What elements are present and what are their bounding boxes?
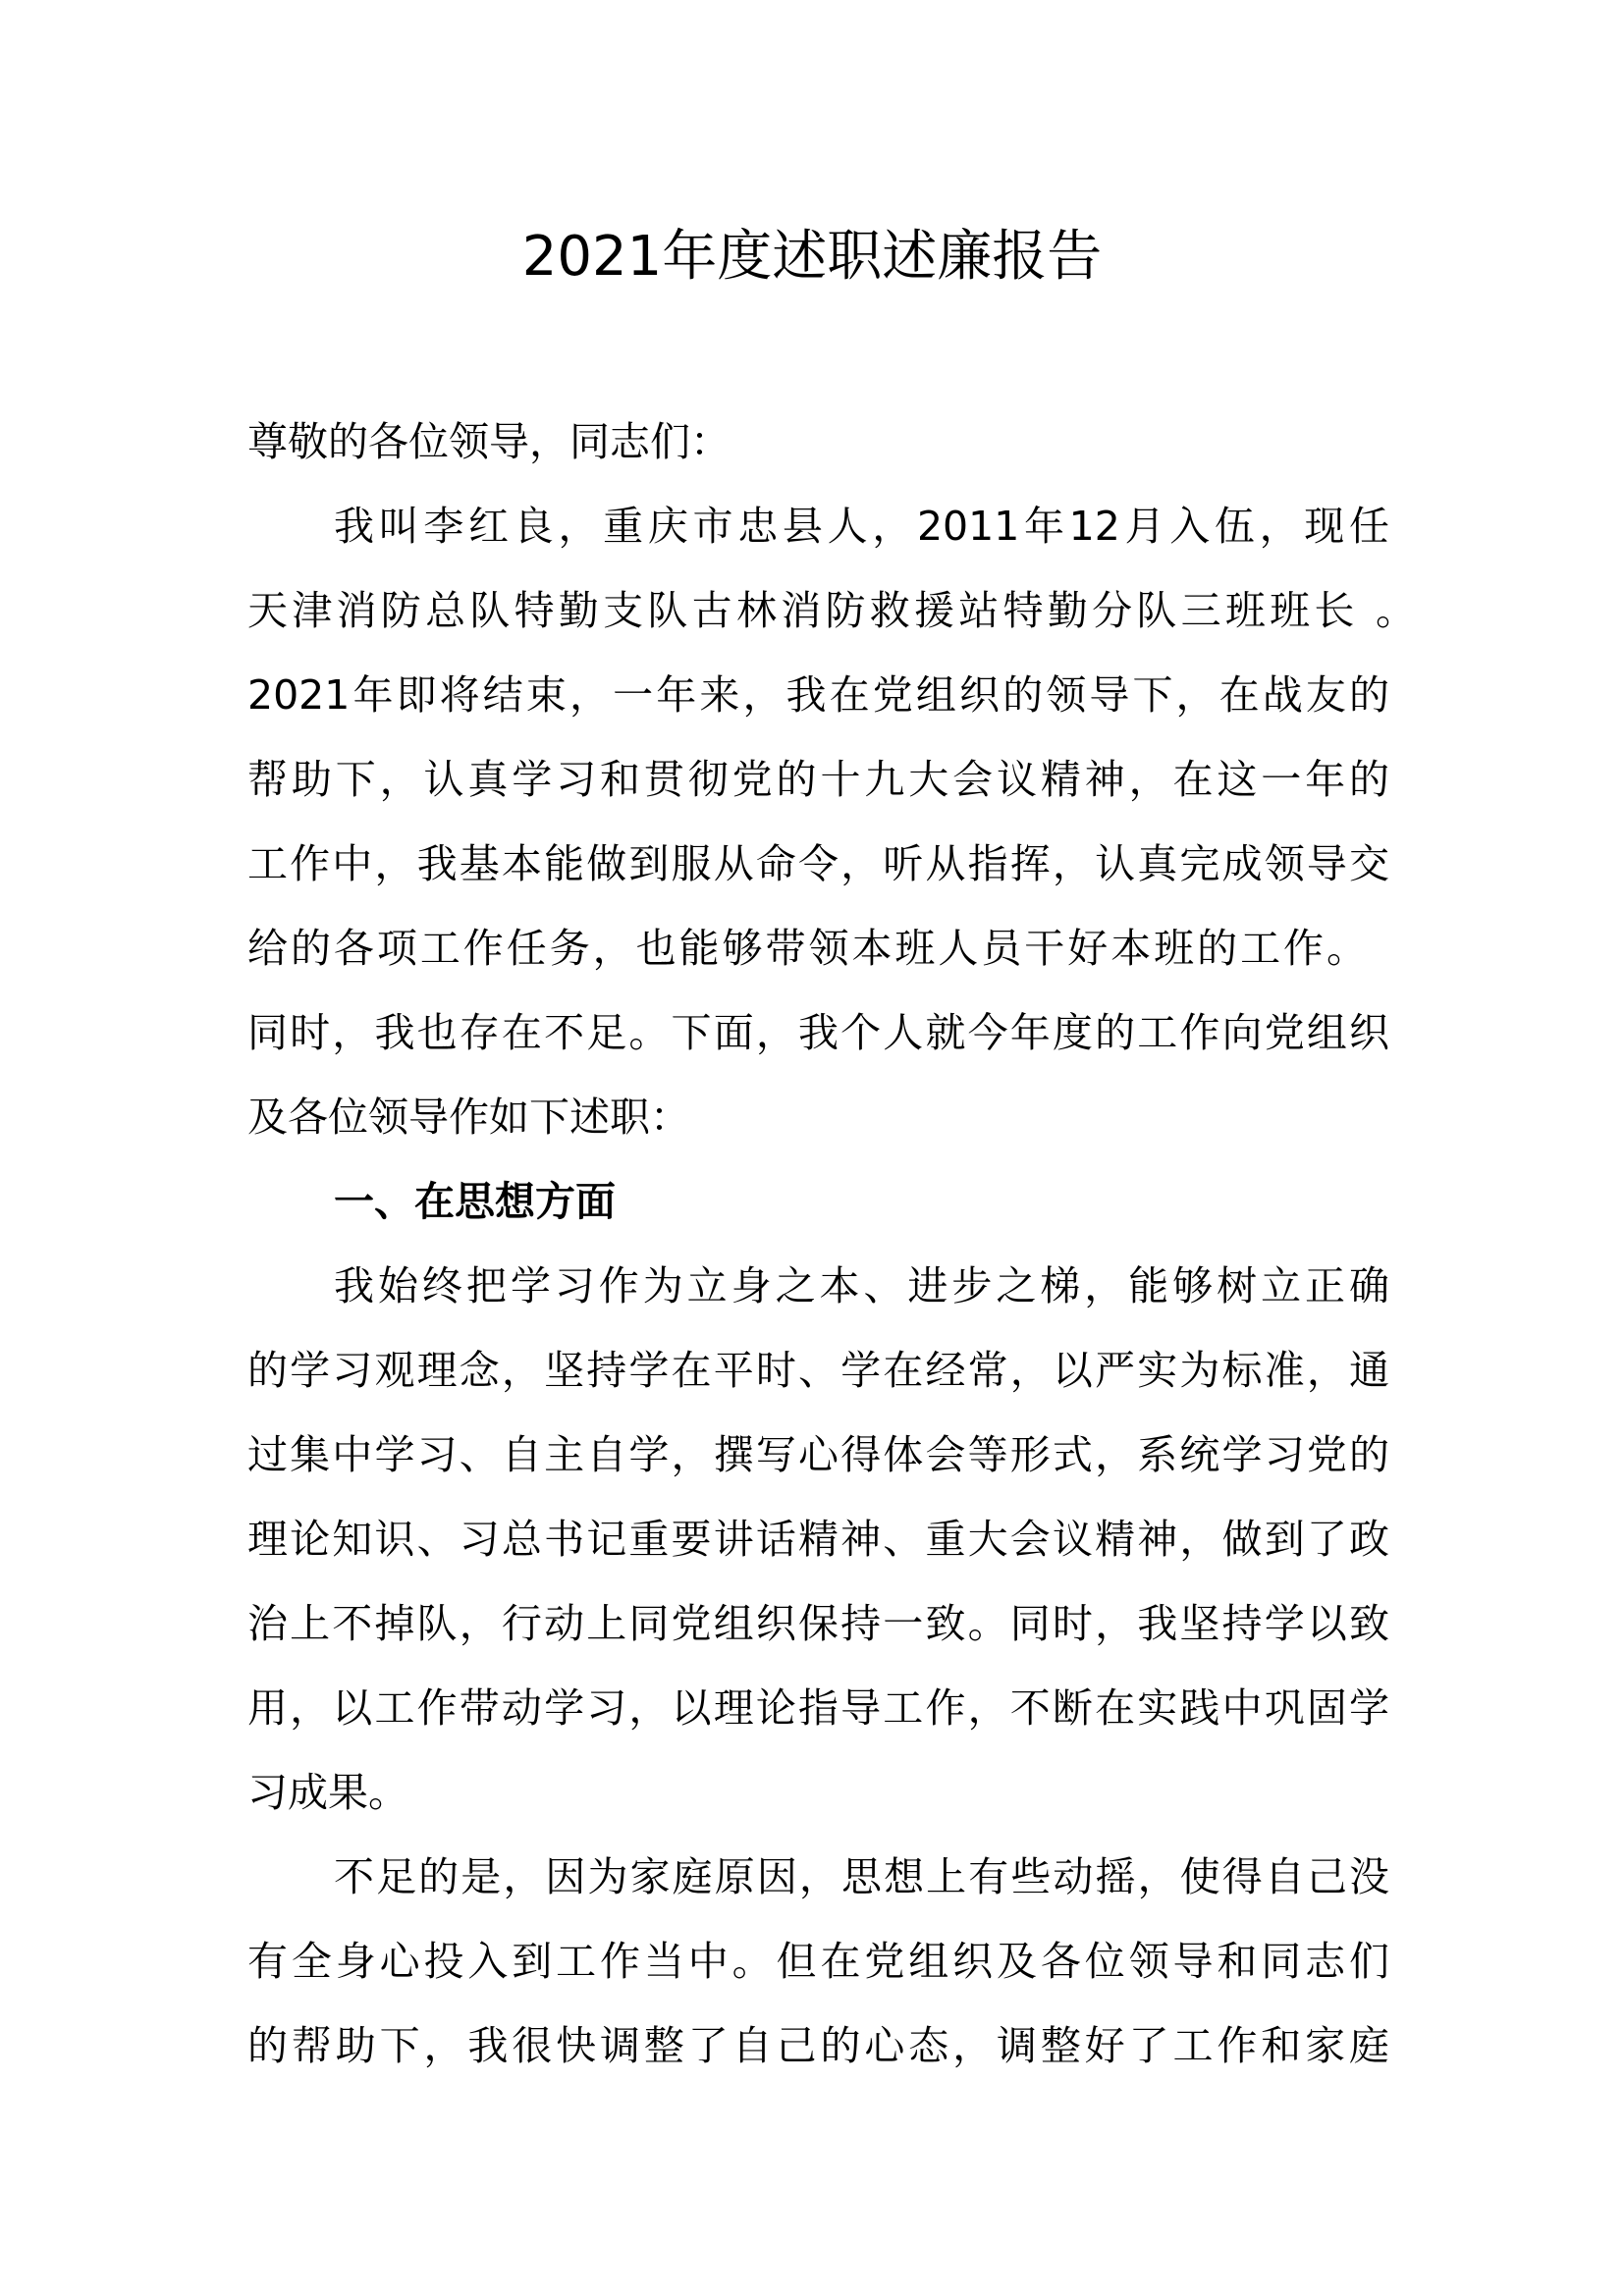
paragraph-line: 用，以工作带动学习，以理论指导工作，不断在实践中巩固学 [247, 1684, 1389, 1732]
paragraph-line: 的帮助下，我很快调整了自己的心态，调整好了工作和家庭 [247, 2022, 1389, 2069]
paragraph-line: 有全身心投入到工作当中。但在党组织及各位领导和同志们 [247, 1938, 1389, 1985]
document-title: 2021年度述职述廉报告 [521, 225, 1103, 289]
paragraph-line: 理论知识、习总书记重要讲话精神、重大会议精神，做到了政 [247, 1516, 1389, 1563]
paragraph-line: 过集中学习、自主自学，撰写心得体会等形式，系统学习党的 [247, 1431, 1389, 1478]
paragraph-line: 给的各项工作任务，也能够带领本班人员干好本班的工作。 [247, 925, 1367, 972]
paragraph-line: 不足的是，因为家庭原因，思想上有些动摇，使得自己没 [334, 1853, 1389, 1900]
salutation: 尊敬的各位领导，同志们： [247, 418, 731, 465]
section-heading: 一、在思想方面 [334, 1178, 616, 1225]
paragraph-line: 及各位领导作如下述职： [247, 1094, 690, 1141]
paragraph-line: 我始终把学习作为立身之本、进步之梯，能够树立正确 [334, 1262, 1389, 1309]
paragraph-line: 同时，我也存在不足。下面，我个人就今年度的工作向党组织 [247, 1009, 1389, 1056]
paragraph-line: 治上不掉队，行动上同党组织保持一致。同时，我坚持学以致 [247, 1600, 1389, 1647]
paragraph-line: 习成果。 [247, 1769, 408, 1816]
paragraph-line: 2021年即将结束，一年来，我在党组织的领导下，在战友的 [247, 671, 1389, 719]
paragraph-line: 我叫李红良，重庆市忠县人，2011年12月入伍，现任 [334, 503, 1389, 550]
paragraph-line: 的学习观理念，坚持学在平时、学在经常，以严实为标准，通 [247, 1347, 1389, 1394]
paragraph-line: 帮助下，认真学习和贯彻党的十九大会议精神，在这一年的 [247, 756, 1389, 803]
paragraph-line: 工作中，我基本能做到服从命令，听从指挥，认真完成领导交 [247, 840, 1389, 887]
paragraph-line: 天津消防总队特勤支队古林消防救援站特勤分队三班班长 。 [247, 587, 1416, 634]
